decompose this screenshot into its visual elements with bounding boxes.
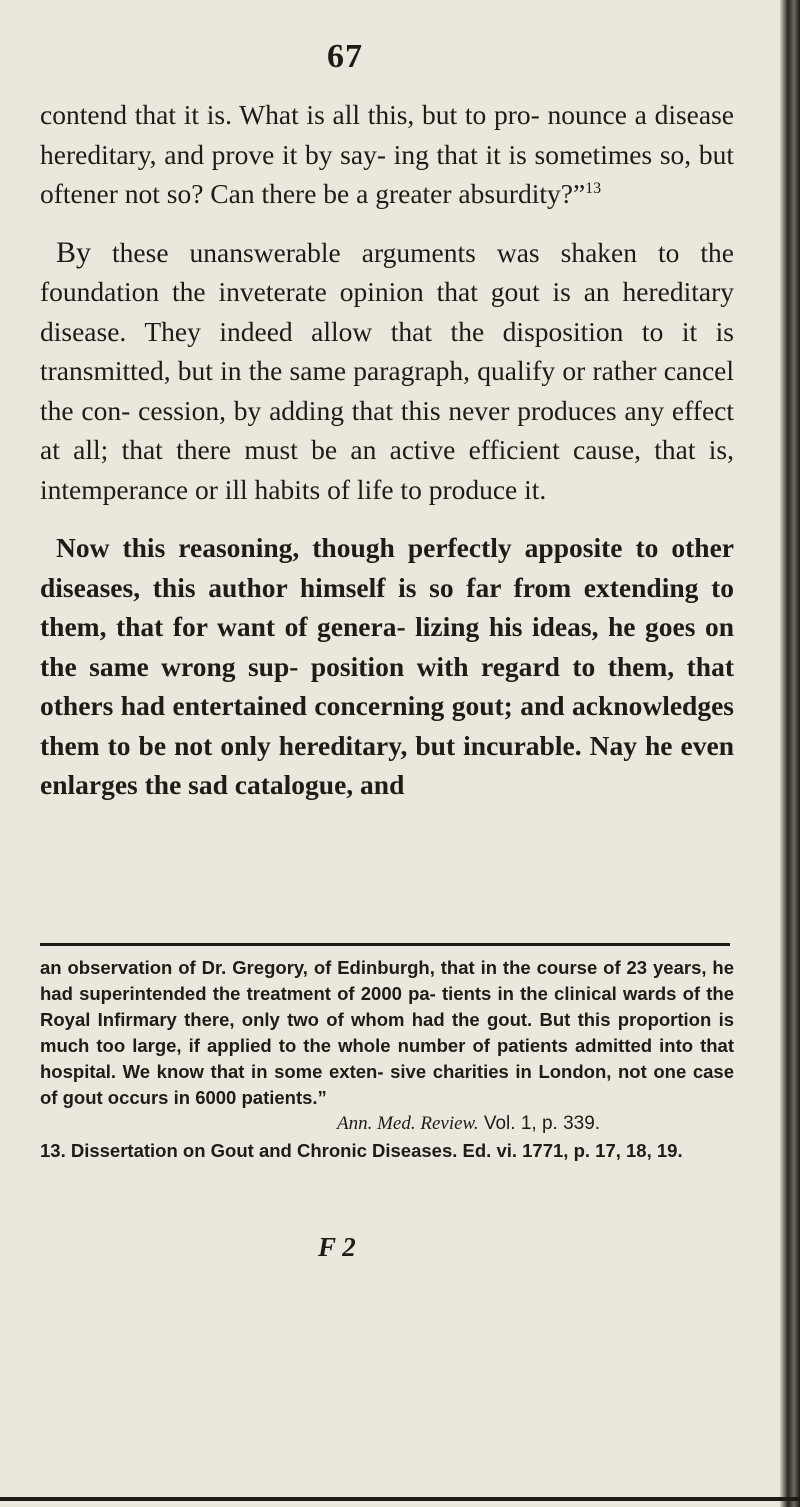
- citation-volume: Vol. 1, p. 339.: [478, 1113, 601, 1134]
- paragraph-1: [40, 95, 734, 214]
- page-edge-shadow: [780, 0, 800, 1507]
- page-number: 67: [327, 38, 363, 75]
- paragraph-2: [40, 233, 734, 510]
- signature-mark: F 2: [318, 1232, 356, 1262]
- paragraph-1-text: contend that it is. What is all this, but to pro- nounce a disease hereditary, and prove it by say- ing that it is sometimes so, but oftener not so? Can there be a greater absurdity?”: [40, 99, 734, 209]
- footnote-divider: [40, 943, 730, 946]
- footnote-ref-13: 13: [585, 179, 602, 197]
- paragraph-2-text: these unanswerable arguments was shaken to the foundation the inveterate opinion that gout is an hereditary disease. They indeed allow that the disposition to it is transmitted, but in the same paragraph, qualify or rather cancel the con- cession, by adding that this never produces any effect at all; that there must be an active efficient cause, that is, intemperance or ill habits of life to produce it.: [40, 236, 734, 505]
- main-text: [40, 95, 734, 805]
- paragraph-2-lead: By: [56, 235, 92, 269]
- paragraph-3: [40, 528, 734, 805]
- paragraph-3-text: Now this reasoning, though perfectly apposite to other diseases, this author himself is so far from extending to them, that for want of genera- lizing his ideas, he goes on the same wrong sup- position with regard to them, that others had entertained concerning gout; and acknowledges them to be not only hereditary, but incurable. Nay he even enlarges the sad catalogue, and: [40, 532, 734, 800]
- bottom-border: [0, 1497, 800, 1501]
- footnote-citation: [40, 1111, 734, 1137]
- citation-title: Ann. Med. Review.: [337, 1113, 479, 1134]
- footnotes: [40, 955, 734, 1164]
- footnote-continuation: an observation of Dr. Gregory, of Edinburgh, that in the course of 23 years, he had superintended the treatment of 2000 pa- tients in the clinical wards of the Royal Infirmary there, only two of whom had the gout. But this proportion is much too large, if applied to the whole number of patients admitted into that hospital. We know that in some exten- sive charities in London, not one case of gout occurs in 6000 patients.”: [40, 957, 734, 1108]
- footnote-13: 13. Dissertation on Gout and Chronic Diseases. Ed. vi. 1771, p. 17, 18, 19.: [40, 1140, 683, 1161]
